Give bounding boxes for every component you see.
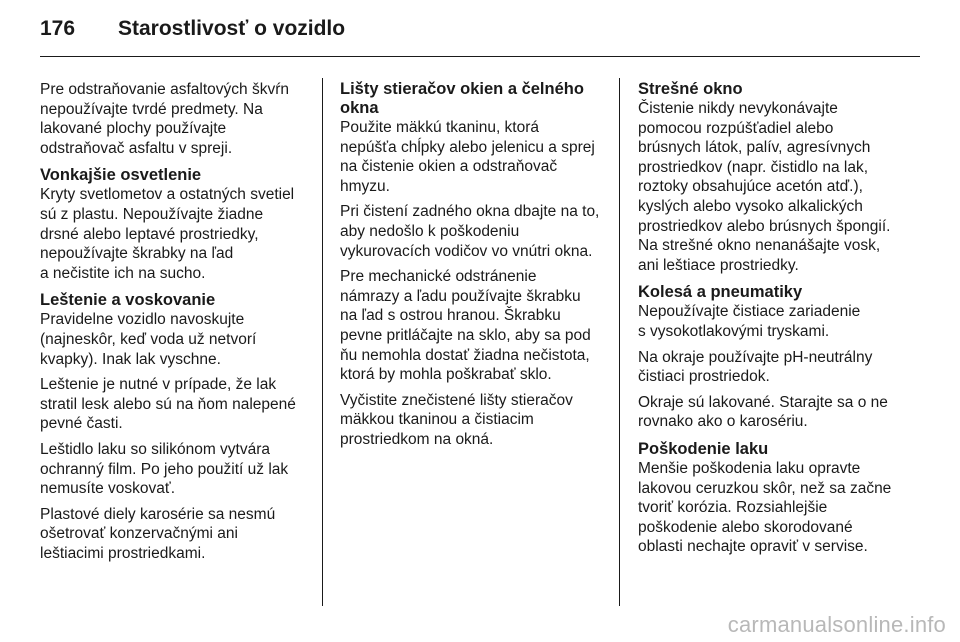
section-heading: Leštenie a voskovanie (40, 291, 216, 310)
column-divider-1 (322, 78, 323, 606)
paragraph: Nepoužívajte čistiace zariadenie s vysokotlakovými tryskami. (638, 303, 861, 340)
section-heading: Kolesá a pneumatiky (638, 283, 803, 302)
section-asphalt (40, 80, 306, 158)
paragraph: Menšie poškodenia laku opravte lakovou ceruzkou skôr, než sa začne tvoriť korózia. Rozsiahlejšie poškodenie alebo skorodované oblasti nechajte opraviť v servise. (638, 459, 892, 556)
paragraph: Použite mäkkú tkaninu, ktorá nepúšťa chĺpky alebo jelenicu a sprej na čistenie okien a odstraňovač hmyzu. (340, 119, 595, 195)
watermark: carmanualsonline.info (727, 612, 946, 637)
page-header (40, 17, 345, 47)
paragraph: Na okraje používajte pH-neutrálny čistiaci prostriedok. (638, 348, 873, 386)
paragraph: Leštenie je nutné v prípade, že lak stratil lesk alebo sú na ňom nalepené pevné časti. (40, 376, 296, 433)
section-heading: Vonkajšie osvetlenie (40, 166, 202, 185)
header-rule (40, 56, 920, 57)
column-3 (638, 80, 910, 563)
section-sunroof (638, 80, 910, 275)
section-heading: Strešné okno (638, 80, 743, 98)
paragraph: Kryty svetlometov a ostatných svetiel sú z plastu. Nepoužívajte žiadne drsné alebo leptavé prostriedky, nepoužívajte škrabky na ľad a nečistite ich na sucho. (40, 186, 295, 282)
paragraph: Pre odstraňovanie asfaltových škvŕn nepoužívajte tvrdé predmety. Na lakované plochy používajte odstraňovač asfaltu v spreji. (40, 81, 289, 157)
section-heading: Poškodenie laku (638, 439, 769, 458)
paragraph: Plastové diely karosérie sa nesmú ošetrovať konzervačnými ani leštiacimi prostriedkami. (40, 505, 276, 562)
section-wiper-blades (340, 80, 606, 450)
paragraph: Leštidlo laku so silikónom vytvára ochranný film. Po jeho použití už lak nemusíte voskovať. (40, 440, 289, 498)
section-exterior-lighting (40, 166, 306, 283)
paragraph: Okraje sú lakované. Starajte sa o ne rovnako ako o karosériu. (638, 393, 888, 431)
section-heading: Lišty stieračov okien a čelného okna (340, 80, 584, 117)
column-2 (340, 80, 606, 456)
page-number: 176 (40, 17, 76, 40)
paragraph: Pre mechanické odstránenie námrazy a ľadu používajte škrabku na ľad s ostrou hranou. Škrabku pevne pritláčajte na sklo, aby sa pod ňu nemohla dostať žiadna nečistota, ktorá by mohla poškrabať sklo. (340, 268, 591, 384)
section-wheels-tyres (638, 283, 910, 432)
section-paint-damage (638, 440, 910, 557)
column-divider-2 (619, 78, 620, 606)
paragraph: Pri čistení zadného okna dbajte na to, aby nedošlo k poškodeniu vykurovacích vodičov vo vnútri okna. (340, 203, 600, 260)
paragraph: Čistenie nikdy nevykonávajte pomocou rozpúšťadiel alebo brúsnych látok, palív, agresívnych prostriedkov (napr. čistidlo na lak, roztoky obsahujúce acetón atď.), kyslých alebo vysoko alkalických prostriedkov alebo brúsnych špongií. Na strešné okno nenanášajte vosk, ani leštiace prostriedky. (638, 100, 891, 274)
column-1 (40, 80, 306, 569)
section-polishing (40, 291, 306, 563)
chapter-title: Starostlivosť o vozidlo (118, 17, 346, 40)
paragraph: Pravidelne vozidlo navoskujte (najneskôr, keď voda už netvorí kvapky). Inak lak vyschne. (40, 311, 257, 368)
paragraph: Vyčistite znečistené lišty stieračov mäkkou tkaninou a čistiacim prostriedkom na okná. (340, 391, 573, 448)
